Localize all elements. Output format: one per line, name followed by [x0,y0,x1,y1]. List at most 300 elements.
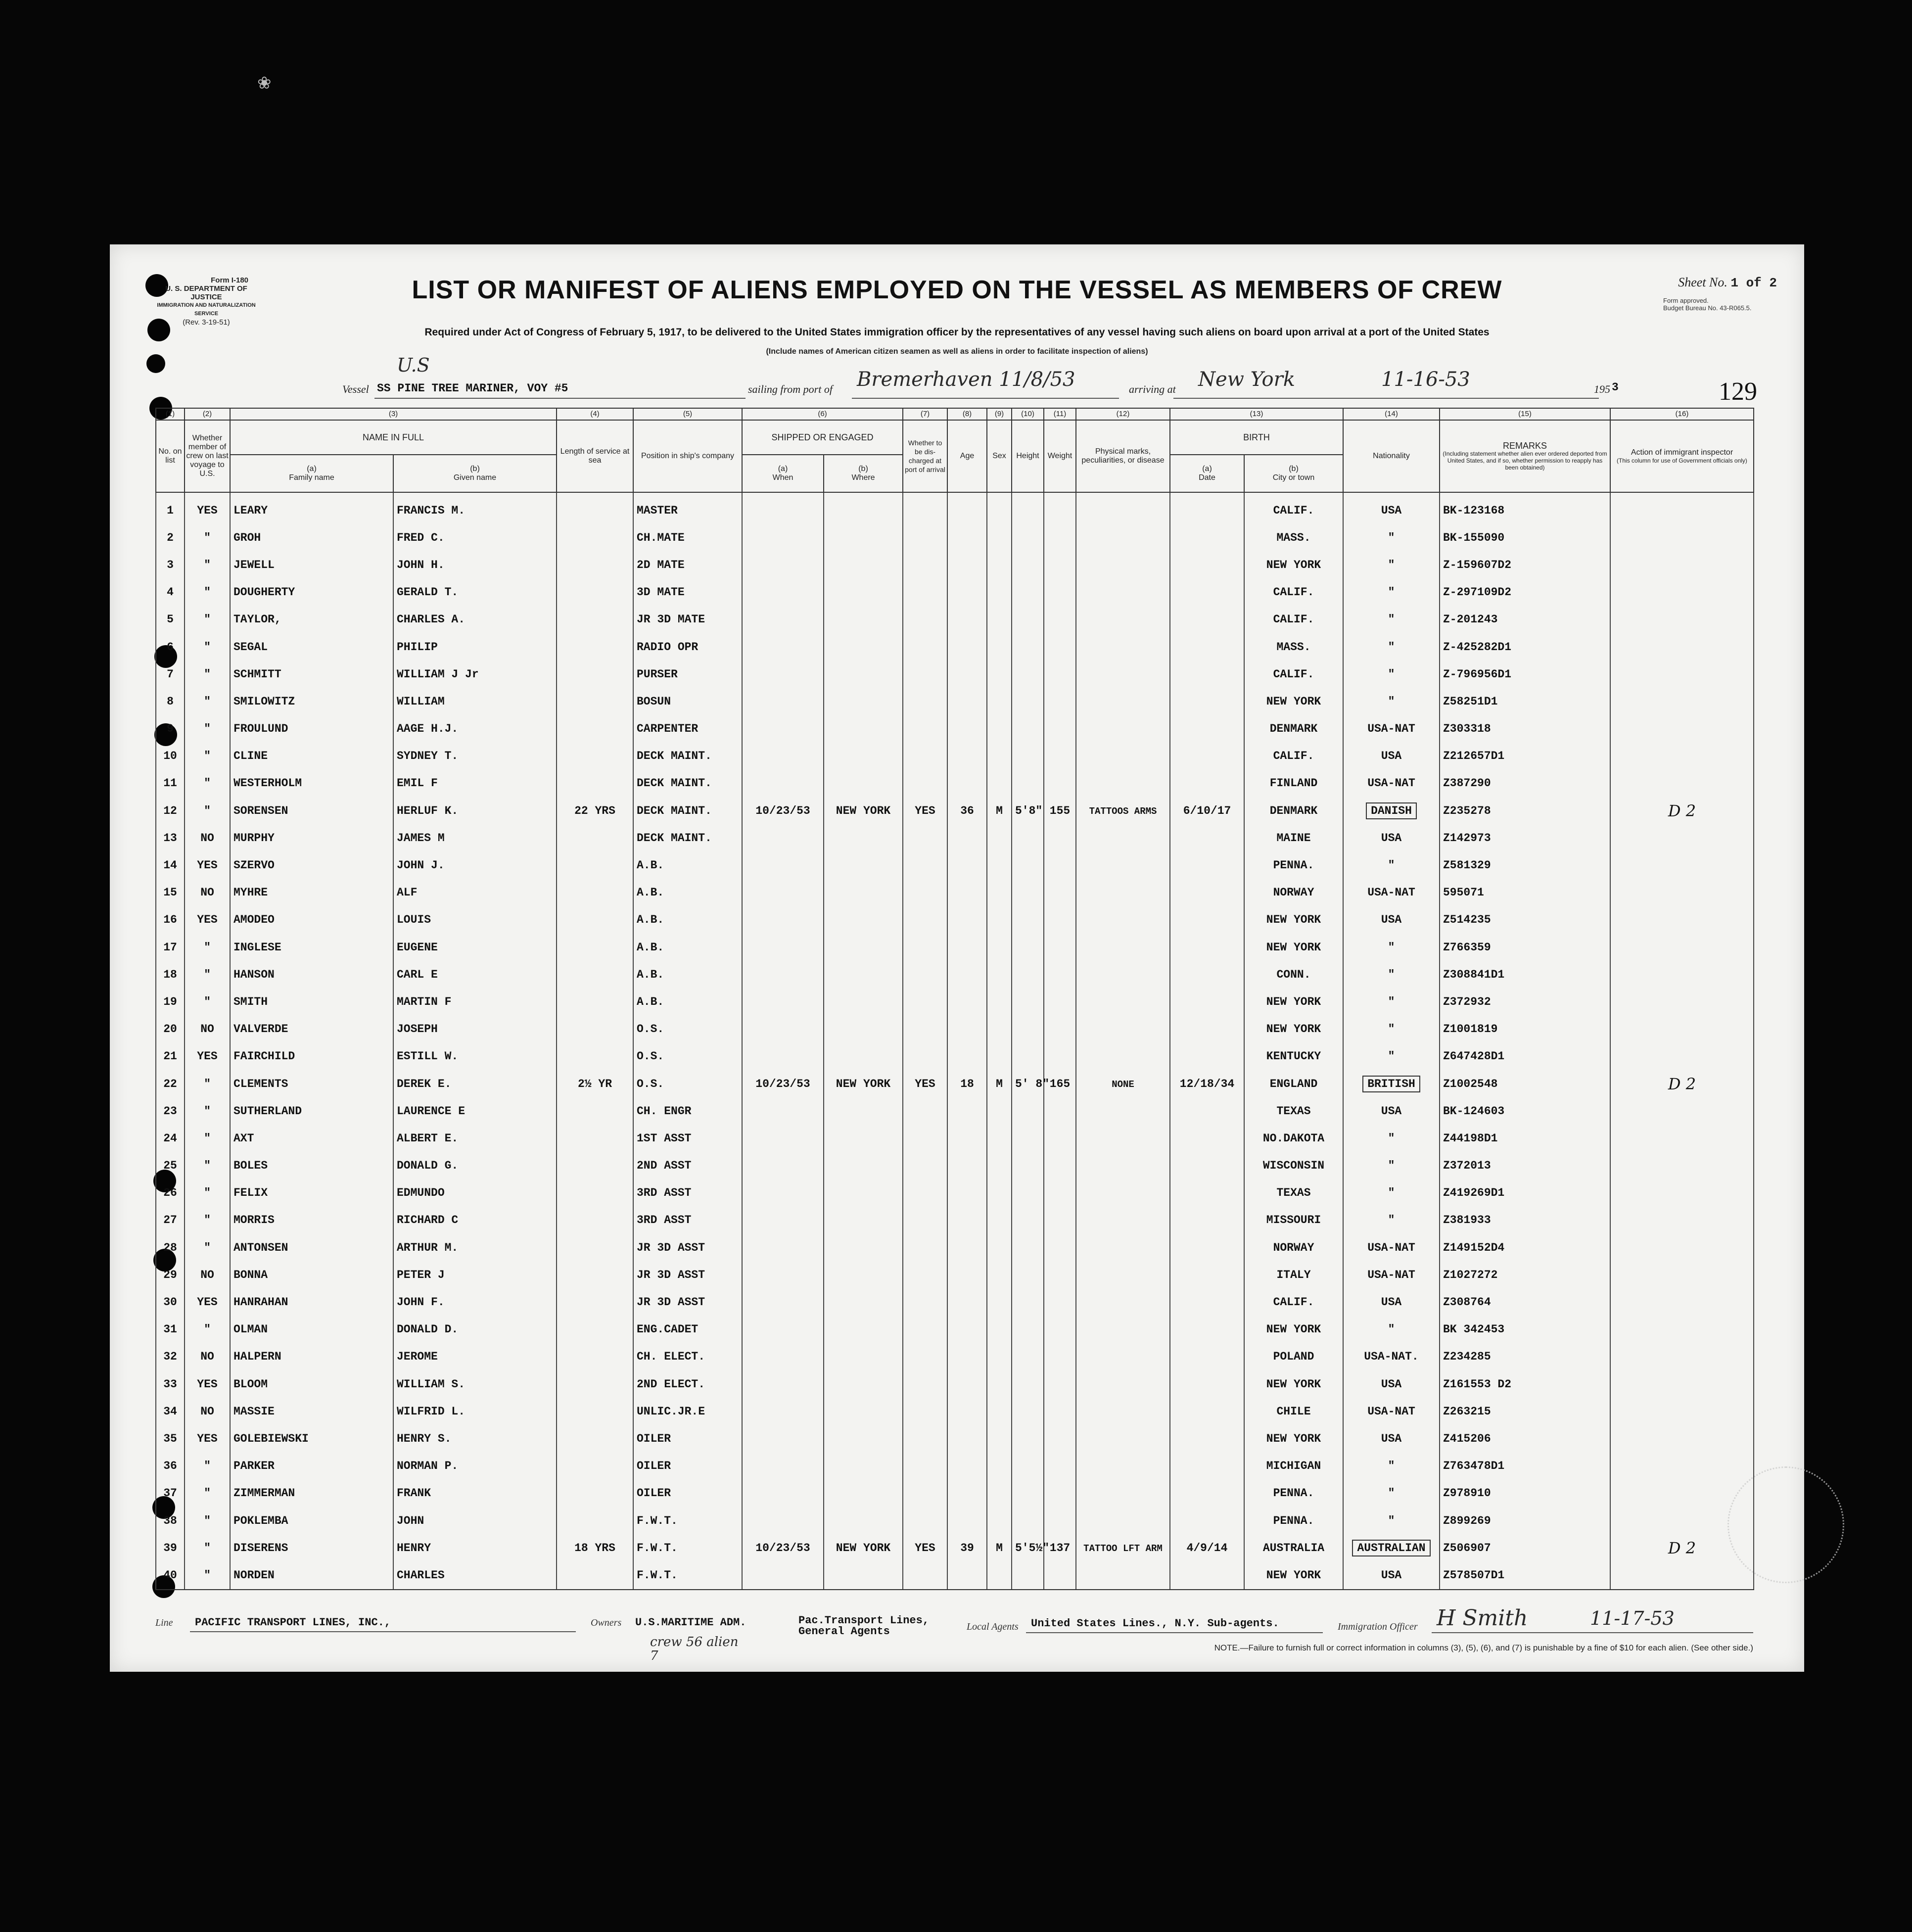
family-name-value: SORENSEN [233,804,288,817]
cell-family-name [230,961,393,988]
cell-age [947,1288,987,1316]
cell-family-name [230,1453,393,1480]
cell-family-name [230,988,393,1015]
position-value: ENG.CADET [637,1323,699,1336]
cell-physical-marks [1076,551,1170,578]
cell-age [947,524,987,551]
cell-inspector-action [1610,743,1754,770]
cell-previous-voyage [185,1370,230,1398]
cell-previous-voyage [185,1316,230,1343]
given-name-value: EDMUNDO [397,1186,445,1200]
cell-remarks [1440,688,1610,715]
cell-birth-city [1244,1070,1343,1097]
age-value: 39 [960,1541,974,1555]
cell-discharge [903,906,947,934]
remarks-value: BK-155090 [1443,531,1505,544]
birth-city-value: CALIF. [1273,586,1314,599]
cell-birth-city [1244,715,1343,743]
cell-weight [1044,906,1076,934]
cell-inspector-action [1610,1316,1754,1343]
cell-shipped-where [824,1288,903,1316]
cell-height [1012,715,1044,743]
cell-physical-marks [1076,961,1170,988]
cell-shipped-when [742,1370,824,1398]
cell-given-name [393,715,557,743]
weight-value: 137 [1049,1541,1071,1555]
cell-physical-marks [1076,606,1170,633]
length-of-service-value: 2½ YR [577,1077,612,1090]
previous-voyage-value: " [204,695,211,708]
given-name-value: NORMAN P. [397,1460,459,1473]
previous-voyage-value: " [204,804,211,817]
year-written: 3 [1612,381,1619,394]
remarks-value: Z372013 [1443,1159,1491,1173]
nationality-value: USA-NAT [1367,722,1415,736]
previous-voyage-value: " [204,750,211,763]
cell-remarks [1440,1288,1610,1316]
cell-position [633,1234,742,1261]
cell-birth-date [1170,1016,1244,1043]
cell-height [1012,1234,1044,1261]
row-number-value: 14 [163,859,177,872]
cell-age [947,934,987,961]
cell-shipped-where [824,743,903,770]
birth-city-value: CONN. [1276,968,1311,981]
nationality-value: USA [1381,913,1402,927]
form-number: Form I-180 [211,276,248,284]
cell-birth-date [1170,1453,1244,1480]
remarks-value: Z149152D4 [1443,1241,1505,1254]
cell-previous-voyage [185,770,230,797]
cell-given-name [393,1152,557,1179]
table-row [156,551,1754,578]
cell-length-of-service [557,851,633,879]
table-row [156,524,1754,551]
cell-length-of-service [557,1070,633,1097]
cell-length-of-service [557,906,633,934]
cell-given-name [393,1097,557,1125]
cell-shipped-when [742,934,824,961]
position-value: F.W.T. [637,1514,678,1527]
cell-sex [987,1179,1012,1207]
cell-remarks [1440,1070,1610,1097]
agents-label: Local Agents [967,1621,1019,1632]
cell-nationality [1343,1152,1440,1179]
birth-city-value: CALIF. [1273,613,1314,626]
cell-position [633,1425,742,1452]
cell-position [633,1534,742,1561]
cell-birth-city [1244,1534,1343,1561]
nationality-value: " [1388,1460,1395,1473]
cell-shipped-where [824,1207,903,1234]
cell-birth-city [1244,743,1343,770]
cell-birth-city [1244,988,1343,1015]
cell-height [1012,988,1044,1015]
cell-remarks [1440,1316,1610,1343]
previous-voyage-value: " [204,1514,211,1527]
shipped-when-value: 10/23/53 [755,1077,810,1090]
cell-family-name [230,524,393,551]
sub-letter: (a) [1202,465,1212,473]
cell-shipped-where [824,715,903,743]
cell-position [633,579,742,606]
family-name-value: SEGAL [233,640,268,654]
cell-inspector-action [1610,1179,1754,1207]
cell-remarks [1440,906,1610,934]
nationality-value: " [1388,586,1395,599]
cell-weight [1044,961,1076,988]
cell-sex [987,934,1012,961]
cell-weight [1044,1207,1076,1234]
cell-remarks [1440,1398,1610,1425]
cell-discharge [903,1316,947,1343]
cell-discharge [903,1152,947,1179]
given-name-value: ARTHUR M. [397,1241,459,1254]
cell-birth-date [1170,1207,1244,1234]
col-num-16: (16) [1610,408,1754,420]
cell-row-number [156,743,185,770]
cell-nationality [1343,1561,1440,1589]
nationality-value: USA-NAT [1367,1405,1415,1418]
cell-length-of-service [557,1534,633,1561]
row-number-value: 6 [167,640,174,654]
cell-physical-marks [1076,1316,1170,1343]
cell-family-name [230,879,393,906]
cell-given-name [393,1316,557,1343]
birth-city-value: NEW YORK [1266,913,1321,927]
cell-birth-date [1170,1561,1244,1589]
position-value: DECK MAINT. [637,831,712,845]
row-number-value: 19 [163,995,177,1008]
table-row [156,934,1754,961]
cell-age [947,961,987,988]
cell-length-of-service [557,824,633,851]
cell-birth-city [1244,851,1343,879]
position-value: F.W.T. [637,1541,678,1555]
cell-shipped-when [742,579,824,606]
col-num-3: (3) [230,408,557,420]
given-name-value: JOSEPH [397,1023,438,1036]
row-number-value: 32 [163,1350,177,1364]
remarks-value: Z303318 [1443,722,1491,736]
cell-given-name [393,1261,557,1288]
cell-age [947,688,987,715]
previous-voyage-value: " [204,995,211,1008]
cell-weight [1044,1043,1076,1070]
crew-manifest-table [155,408,1754,1590]
cell-birth-city [1244,1152,1343,1179]
cell-discharge [903,1070,947,1097]
previous-voyage-value: YES [197,859,218,872]
cell-shipped-when [742,1234,824,1261]
cell-position [633,797,742,824]
previous-voyage-value: " [204,586,211,599]
header-previous-voyage: Whether member of crew on last voyage to U.S. [185,420,230,492]
department-name: U. S. DEPARTMENT OF JUSTICE [165,284,247,301]
cell-row-number [156,688,185,715]
cell-physical-marks [1076,1425,1170,1452]
cell-remarks [1440,551,1610,578]
table-row [156,1125,1754,1152]
cell-sex [987,1070,1012,1097]
cell-remarks [1440,1370,1610,1398]
cell-age [947,1043,987,1070]
cell-sex [987,770,1012,797]
cell-shipped-when [742,1016,824,1043]
cell-nationality [1343,988,1440,1015]
sub-letter: (a) [307,465,317,473]
previous-voyage-value: " [204,1186,211,1200]
cell-inspector-action [1610,879,1754,906]
cell-weight [1044,1316,1076,1343]
cell-weight [1044,743,1076,770]
cell-shipped-when [742,551,824,578]
position-value: MASTER [637,504,678,517]
cell-discharge [903,633,947,660]
position-value: A.B. [637,859,664,872]
given-name-value: CHARLES A. [397,613,466,626]
cell-physical-marks [1076,579,1170,606]
previous-voyage-value: " [204,1487,211,1500]
cell-age [947,797,987,824]
cell-remarks [1440,660,1610,688]
cell-previous-voyage [185,824,230,851]
cell-physical-marks [1076,851,1170,879]
cell-nationality [1343,1179,1440,1207]
cell-birth-date [1170,851,1244,879]
cell-height [1012,1179,1044,1207]
table-row [156,660,1754,688]
table-row [156,1234,1754,1261]
previous-voyage-value: NO [200,1268,214,1281]
cell-shipped-when [742,1507,824,1534]
previous-voyage-value: NO [200,886,214,899]
cell-birth-date [1170,1097,1244,1125]
cell-age [947,660,987,688]
cell-previous-voyage [185,1507,230,1534]
shipped-when-value: 10/23/53 [755,804,810,817]
cell-discharge [903,1425,947,1452]
remarks-value: BK 342453 [1443,1323,1505,1336]
cell-previous-voyage [185,1534,230,1561]
cell-height [1012,1261,1044,1288]
cell-nationality [1343,1234,1440,1261]
cell-weight [1044,1234,1076,1261]
cell-sex [987,906,1012,934]
cell-age [947,1425,987,1452]
cell-shipped-where [824,1316,903,1343]
arrival-date: 11-16-53 [1381,368,1470,391]
cell-discharge [903,1507,947,1534]
cell-inspector-action [1610,851,1754,879]
cell-weight [1044,1152,1076,1179]
cell-discharge [903,551,947,578]
remarks-value: Z142973 [1443,831,1491,845]
inspector-action-value: D 2 [1668,1538,1696,1557]
given-name-value: CHARLES [397,1568,445,1582]
col-num-11: (11) [1044,408,1076,420]
birth-city-value: NEW YORK [1266,1568,1321,1582]
cell-age [947,743,987,770]
cell-age [947,1234,987,1261]
cell-birth-city [1244,1016,1343,1043]
cell-discharge [903,1398,947,1425]
cell-discharge [903,1261,947,1288]
nationality-value: " [1388,995,1395,1008]
family-name-value: LEARY [233,504,268,517]
table-row [156,879,1754,906]
cell-family-name [230,1343,393,1370]
cell-family-name [230,1152,393,1179]
position-value: A.B. [637,886,664,899]
family-name-value: AMODEO [233,913,275,927]
cell-row-number [156,492,185,524]
cell-family-name [230,579,393,606]
cell-shipped-when [742,1179,824,1207]
cell-discharge [903,715,947,743]
cell-remarks [1440,633,1610,660]
table-row [156,1207,1754,1234]
cell-nationality [1343,1097,1440,1125]
birth-city-value: MISSOURI [1266,1214,1321,1227]
shipped-where-value: NEW YORK [836,804,891,817]
given-name-value: LAURENCE E [397,1104,466,1118]
cell-given-name [393,988,557,1015]
cell-position [633,906,742,934]
cell-inspector-action [1610,988,1754,1015]
given-name-value: CARL E [397,968,438,981]
cell-physical-marks [1076,1370,1170,1398]
given-name-value: WILFRID L. [397,1405,466,1418]
birth-city-value: FINLAND [1269,777,1318,790]
given-name-value: HENRY [397,1541,431,1555]
cell-nationality [1343,1534,1440,1561]
cell-birth-date [1170,906,1244,934]
cell-previous-voyage [185,988,230,1015]
cell-remarks [1440,1561,1610,1589]
cell-previous-voyage [185,633,230,660]
cell-given-name [393,1207,557,1234]
cell-row-number [156,1097,185,1125]
cell-remarks [1440,1534,1610,1561]
cell-row-number [156,1398,185,1425]
cell-length-of-service [557,1097,633,1125]
previous-voyage-value: " [204,1241,211,1254]
cell-height [1012,824,1044,851]
row-number-value: 5 [167,613,174,626]
row-number-value: 20 [163,1023,177,1036]
table-row [156,1370,1754,1398]
cell-age [947,1453,987,1480]
cell-shipped-where [824,1370,903,1398]
cell-weight [1044,797,1076,824]
cell-birth-date [1170,879,1244,906]
cell-row-number [156,579,185,606]
cell-given-name [393,551,557,578]
physical-marks-value: TATTOO LFT ARM [1083,1543,1163,1554]
cell-age [947,1507,987,1534]
include-statement: (Include names of American citizen seamen as well as aliens in order to facilitate inspection of aliens) [766,347,1148,356]
remarks-value: Z234285 [1443,1350,1491,1364]
header-birth: BIRTH [1170,420,1343,455]
position-value: 3RD ASST [637,1186,692,1200]
table-row [156,1097,1754,1125]
cell-position [633,824,742,851]
cell-discharge [903,743,947,770]
birth-city-value: NEW YORK [1266,1023,1321,1036]
cell-length-of-service [557,715,633,743]
cell-remarks [1440,1125,1610,1152]
birth-city-value: NEW YORK [1266,1377,1321,1391]
nationality-value: " [1388,941,1395,954]
cell-previous-voyage [185,524,230,551]
cell-given-name [393,1534,557,1561]
previous-voyage-value: " [204,1568,211,1582]
remarks-value: Z44198D1 [1443,1131,1498,1145]
col-num-2: (2) [185,408,230,420]
cell-weight [1044,633,1076,660]
birth-city-value: TEXAS [1276,1104,1311,1118]
cell-previous-voyage [185,961,230,988]
cell-position [633,1179,742,1207]
cell-birth-date [1170,633,1244,660]
height-value: 5'5½" [1015,1541,1050,1555]
cell-remarks [1440,879,1610,906]
cell-shipped-when [742,879,824,906]
cell-height [1012,688,1044,715]
cell-row-number [156,1234,185,1261]
given-name-value: WILLIAM S. [397,1377,466,1391]
vessel-name: SS PINE TREE MARINER, VOY #5 [377,382,568,395]
cell-age [947,851,987,879]
header-remarks-sub: (Including statement whether alien ever ordered deported from United States, and if so, whether permission to reapply has been obtained) [1443,450,1607,471]
birth-city-value: NEW YORK [1266,941,1321,954]
cell-length-of-service [557,1316,633,1343]
cell-weight [1044,715,1076,743]
cell-previous-voyage [185,1425,230,1452]
nationality-value: USA [1381,750,1402,763]
previous-voyage-value: " [204,531,211,544]
cell-position [633,524,742,551]
cell-sex [987,879,1012,906]
cell-remarks [1440,851,1610,879]
cell-previous-voyage [185,660,230,688]
cell-shipped-where [824,524,903,551]
cell-family-name [230,1398,393,1425]
cell-shipped-when [742,606,824,633]
cell-family-name [230,1370,393,1398]
cell-sex [987,1398,1012,1425]
cell-shipped-where [824,579,903,606]
cell-height [1012,1016,1044,1043]
cell-inspector-action [1610,1425,1754,1452]
cell-row-number [156,524,185,551]
birth-city-value: DENMARK [1269,804,1318,817]
cell-weight [1044,1125,1076,1152]
table-row [156,851,1754,879]
discharge-value: YES [915,804,935,817]
header-when [742,455,824,492]
sub-label: When [772,473,793,482]
cell-weight [1044,1425,1076,1452]
cell-shipped-when [742,1453,824,1480]
cell-row-number [156,551,185,578]
previous-voyage-value: " [204,1104,211,1118]
cell-row-number [156,1507,185,1534]
col-num-12: (12) [1076,408,1170,420]
cell-row-number [156,1207,185,1234]
cell-shipped-when [742,1070,824,1097]
